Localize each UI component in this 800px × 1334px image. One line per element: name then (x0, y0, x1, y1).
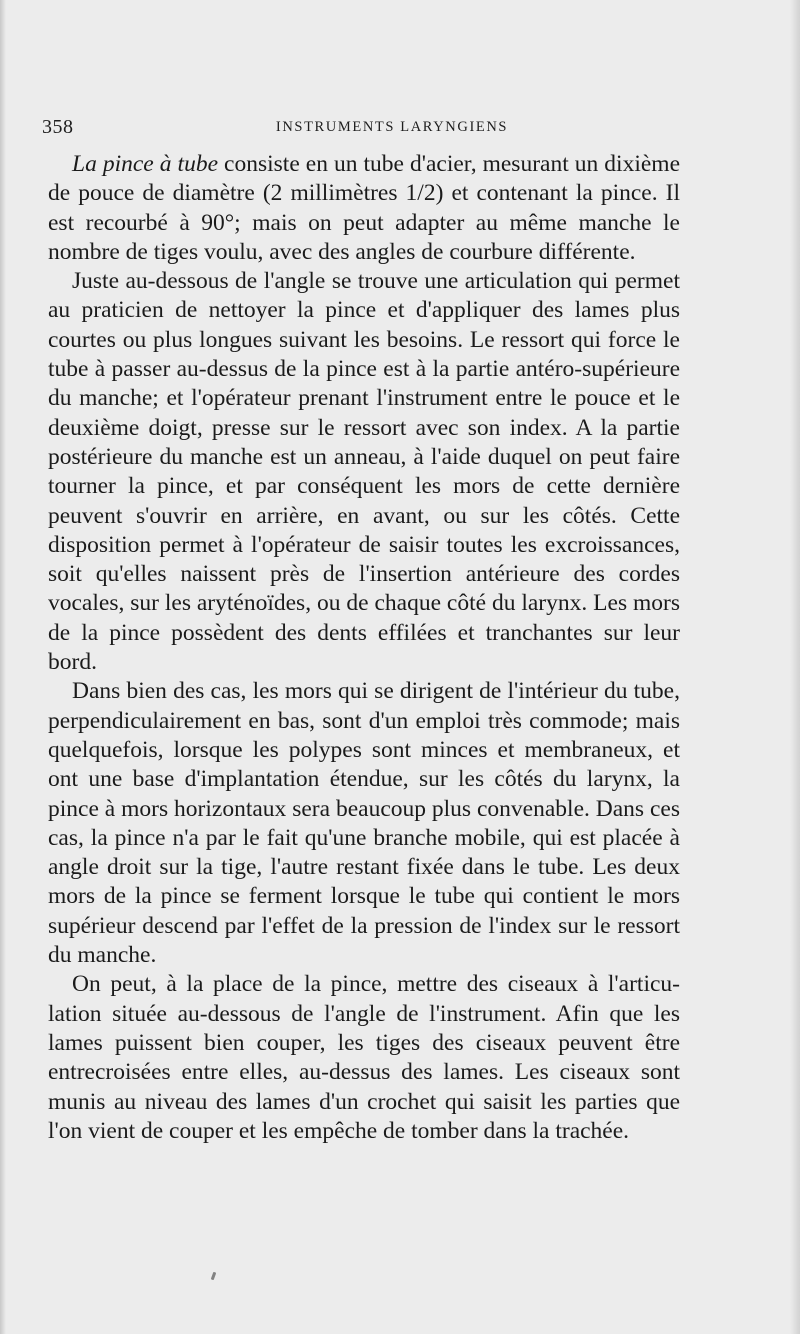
running-title: INSTRUMENTS LARYNGIENS (275, 119, 509, 135)
paragraph-text: Dans bien des cas, les mors qui se dirigent de l'intérieur du tube, perpendiculairement en bas, sont d'un emploi très commode; mais quelquefois, lorsque les polypes sont minces et membraneux, et ont une base d'implantation étendue, sur les côtés du larynx, la pince à mors horizontaux sera beaucoup plus convenable. Dans ces cas, la pince n'a par le fait qu'une branche mobile, qui est placée à angle droit sur la tige, l'autre restant fixée dans le tube. Les deux mors de la pince se ferment lorsque le tube qui contient le mors supérieur descend par l'effet de la pression de l'index sur le ressort du manche. (48, 678, 680, 969)
running-head (42, 116, 682, 140)
italic-term: La pince à tube (72, 151, 219, 177)
paragraph (48, 150, 680, 267)
paragraph (48, 677, 680, 970)
paragraph-text: consiste en un tube d'acier, mesurant un dixième de pouce de diamètre (2 millimètres 1/2) et contenant la pince. Il est recourbé à 90°; mais on peut adapter au même manche le nombre de tiges voulu, avec des angles de courbure différente. (48, 151, 680, 265)
paragraph-text: Juste au-dessous de l'angle se trouve une articulation qui permet au praticien de nettoyer la pince et d'appliquer des lames plus courtes ou plus longues suivant les besoins. Le ressort qui force le tube à passer au-dessus de la pince est à la partie antéro-supérieure du manche; et l'opérateur prenant l'instrument entre le pouce et le deuxième doigt, presse sur le ressort avec son index. A la partie postérieure du manche est un anneau, à l'aide duquel on peut faire tourner la pince, et par conséquent les mors de cette dernière peuvent s'ouvrir en arrière, en avant, ou sur les côtés. Cette disposition permet à l'opérateur de saisir toutes les excroissances, soit qu'elles naissent près de l'insertion antérieure des cordes vocales, sur les aryténoïdes, ou de chaque côté du larynx. Les mors de la pince possèdent des dents effilées et tranchantes sur leur bord. (48, 268, 680, 676)
paragraph-text: On peut, à la place de la pince, mettre des ciseaux à l'articulation située au-dessous de l'angle de l'instrument. Afin que les lames puissent bien couper, les tiges des ciseaux peuvent être entrecroisées entre elles, au-dessus des lames. Les ciseaux sont munis au niveau des lames d'un crochet qui saisit les parties que l'on vient de couper et les empêche de tomber dans la trachée. (48, 971, 680, 1144)
body-text (48, 150, 680, 1146)
ink-speck (211, 1272, 217, 1281)
page-number: 358 (42, 116, 74, 138)
paragraph (48, 970, 680, 1146)
paragraph (48, 267, 680, 677)
